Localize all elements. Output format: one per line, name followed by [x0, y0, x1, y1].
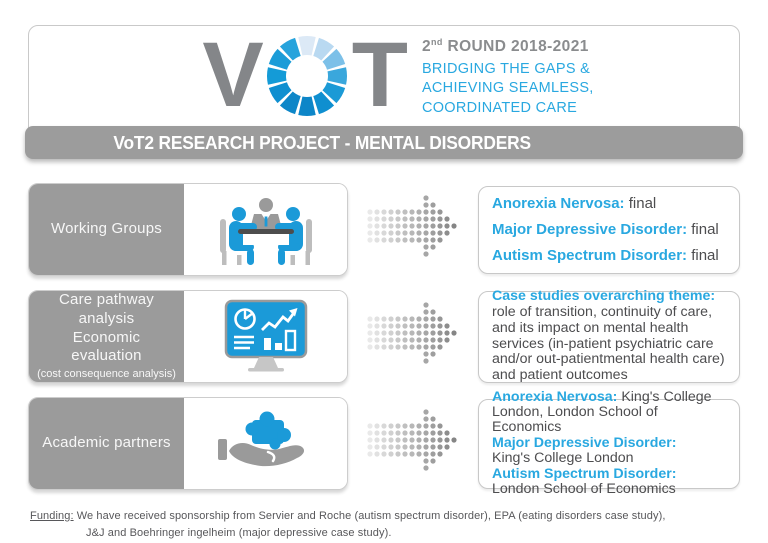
academic-partners-info — [478, 388, 740, 498]
content-rows — [28, 183, 740, 504]
academic-partners-row — [28, 388, 740, 498]
vot-ring-icon — [265, 34, 349, 118]
dotted-arrow-icon — [348, 301, 478, 372]
disorder-term: Anorexia Nervosa: — [492, 195, 625, 212]
care-pathway-card — [28, 290, 348, 383]
funding-note: Funding: We have received sponsorship from Servier and Roche (autism spectrum disorder), EPA (eating disorders case study), J&J and Boehringer ingelheim (major depressive case study). — [30, 510, 666, 539]
disorder-term: Major Depressive Disorder: — [492, 221, 688, 238]
vot-logo — [43, 26, 753, 126]
case-studies-desc: role of transition, continuity of care, and its impact on mental health services (in-patient psychiatric care and/or out-patientmental health care) and patient outcomes — [492, 303, 725, 384]
tagline: BRIDGING THE GAPS & ACHIEVING SEAMLESS, COORDINATED CARE — [421, 60, 594, 116]
working-groups-info — [478, 186, 740, 274]
funding-label: Funding: — [30, 510, 74, 522]
disorder-status: final — [687, 247, 719, 264]
case-studies-info — [478, 288, 740, 384]
partner-term: Anorexia Nervosa: — [492, 388, 618, 405]
partner-desc: King's College London, London School of Economics — [492, 388, 712, 436]
dashboard-monitor-icon — [184, 291, 347, 382]
header-card — [28, 25, 740, 158]
working-groups-label: Working Groups — [29, 184, 184, 275]
round-line: 2nd ROUND 2018-2021 — [421, 37, 589, 56]
meeting-icon — [184, 184, 347, 275]
partner-term: Major Depressive Disorder: — [492, 434, 677, 451]
working-groups-row — [28, 183, 740, 276]
partner-desc: King's College London — [492, 450, 634, 467]
logo-letter-t: T — [351, 24, 406, 127]
care-pathway-label: Care pathway analysis Economic evaluation (cost consequence analysis) — [29, 291, 184, 382]
dotted-arrow-icon — [348, 194, 478, 265]
working-groups-card — [28, 183, 348, 276]
partner-desc: London School of Economics — [492, 481, 676, 498]
hand-puzzle-icon — [184, 398, 347, 489]
care-pathway-sublabel: (cost consequence analysis) — [37, 368, 176, 381]
disorder-term: Autism Spectrum Disorder: — [492, 247, 688, 264]
case-studies-term: Case studies overarching theme: — [492, 288, 716, 305]
disorder-status: final — [687, 221, 719, 238]
dotted-arrow-icon — [348, 408, 478, 479]
academic-partners-card — [28, 397, 348, 490]
logo-text-block — [422, 33, 594, 118]
partner-term: Autism Spectrum Disorder: — [492, 465, 677, 482]
title-banner — [25, 126, 743, 159]
disorder-status: final — [624, 195, 657, 212]
logo-letter-v: V — [202, 24, 262, 127]
care-pathway-row — [28, 290, 740, 383]
slide-title: VoT2 RESEARCH PROJECT - MENTAL DISORDERS — [113, 131, 531, 153]
academic-partners-label: Academic partners — [29, 398, 184, 489]
